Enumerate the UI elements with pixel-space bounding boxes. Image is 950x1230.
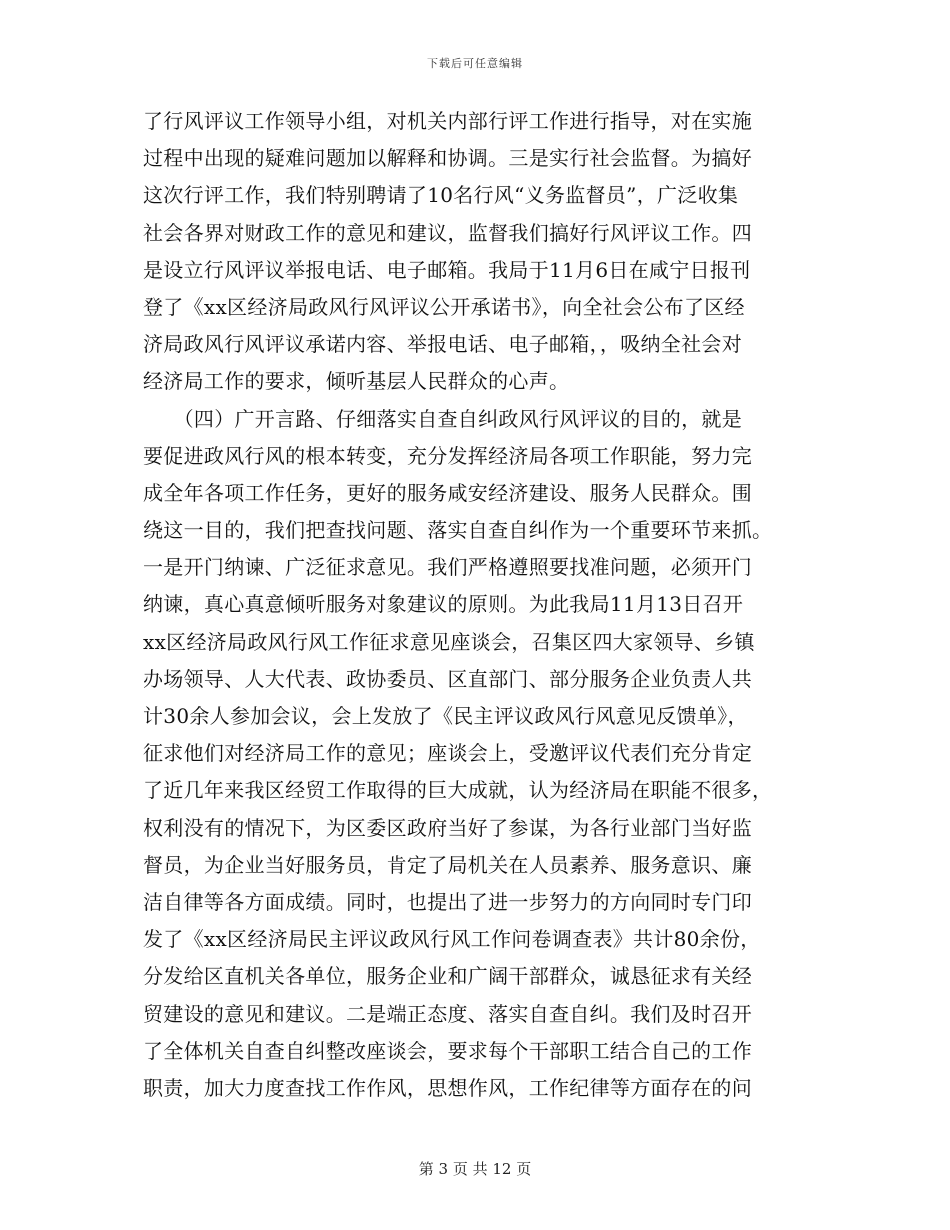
text-line: 社会各界对财政工作的意见和建议，监督我们搞好行风评议工作。四 xyxy=(143,220,752,245)
text-line: 经济局工作的要求，倾听基层人民群众的心声。 xyxy=(143,369,570,394)
text-line: 洁自律等各方面成绩。同时，也提出了进一步努力的方向同时专门印 xyxy=(143,889,752,914)
text-line: 一是开门纳谏、广泛征求意见。我们严格遵照要找准问题，必须开门 xyxy=(143,555,752,580)
text-line: （四）广开言路、仔细落实自查自纠政风行风评议的目的，就是 xyxy=(143,406,742,431)
text-line: 这次行评工作，我们特别聘请了10名行风“义务监督员”，广泛收集 xyxy=(143,183,739,208)
text-line: 职责，加大力度查找工作作风，思想作风，工作纪律等方面存在的问 xyxy=(143,1075,752,1100)
text-line: 纳谏，真心真意倾听服务对象建议的原则。为此我局11月13日召开 xyxy=(143,592,744,617)
page-header: 下载后可任意编辑 xyxy=(427,57,523,70)
document-body xyxy=(143,103,808,1107)
text-line: 了近几年来我区经贸工作取得的巨大成就，认为经济局在职能不很多， xyxy=(143,778,773,803)
text-line: 济局政风行风评议承诺内容、举报电话、电子邮箱，，吸纳全社会对 xyxy=(143,332,742,357)
text-line: 征求他们对经济局工作的意见；座谈会上，受邀评议代表们充分肯定 xyxy=(143,741,752,766)
text-line: 成全年各项工作任务，更好的服务咸安经济建设、服务人民群众。围 xyxy=(143,480,752,505)
text-line: 计30余人参加会议，会上发放了《民主评议政风行风意见反馈单》， xyxy=(143,704,748,728)
text-line: 过程中出现的疑难问题加以解释和协调。三是实行社会监督。为搞好 xyxy=(143,146,752,171)
text-line: 贸建设的意见和建议。二是端正态度、落实自查自纠。我们及时召开 xyxy=(143,1001,752,1026)
text-line: xx区经济局政风行风工作征求意见座谈会，召集区四大家领导、乡镇 xyxy=(143,629,755,654)
text-line: 绕这一目的，我们把查找问题、落实自查自纠作为一个重要环节来抓。 xyxy=(143,518,773,543)
text-line: 办场领导、人大代表、政协委员、区直部门、部分服务企业负责人共 xyxy=(143,666,752,691)
text-line: 了全体机关自查自纠整改座谈会，要求每个干部职工结合自己的工作 xyxy=(143,1038,752,1063)
text-line: 分发给区直机关各单位，服务企业和广阔干部群众，诚恳征求有关经 xyxy=(143,964,752,989)
text-line: 要促进政风行风的根本转变，充分发挥经济局各项工作职能，努力完 xyxy=(143,443,752,468)
page-number-footer: 第 3 页 共 12 页 xyxy=(418,1160,532,1178)
text-line: 权利没有的情况下，为区委区政府当好了参谋，为各行业部门当好监 xyxy=(143,815,752,840)
text-line: 了行风评议工作领导小组，对机关内部行评工作进行指导，对在实施 xyxy=(143,109,752,133)
text-line: 督员，为企业当好服务员，肯定了局机关在人员素养、服务意识、廉 xyxy=(143,852,752,877)
text-line: 发了《xx区经济局民主评议政风行风工作问卷调查表》共计80余份， xyxy=(143,927,761,952)
text-line: 登了《xx区经济局政风行风评议公开承诺书》，向全社会公布了区经 xyxy=(143,294,745,319)
text-line: 是设立行风评议举报电话、电子邮箱。我局于11月6日在咸宁日报刊 xyxy=(143,257,751,282)
